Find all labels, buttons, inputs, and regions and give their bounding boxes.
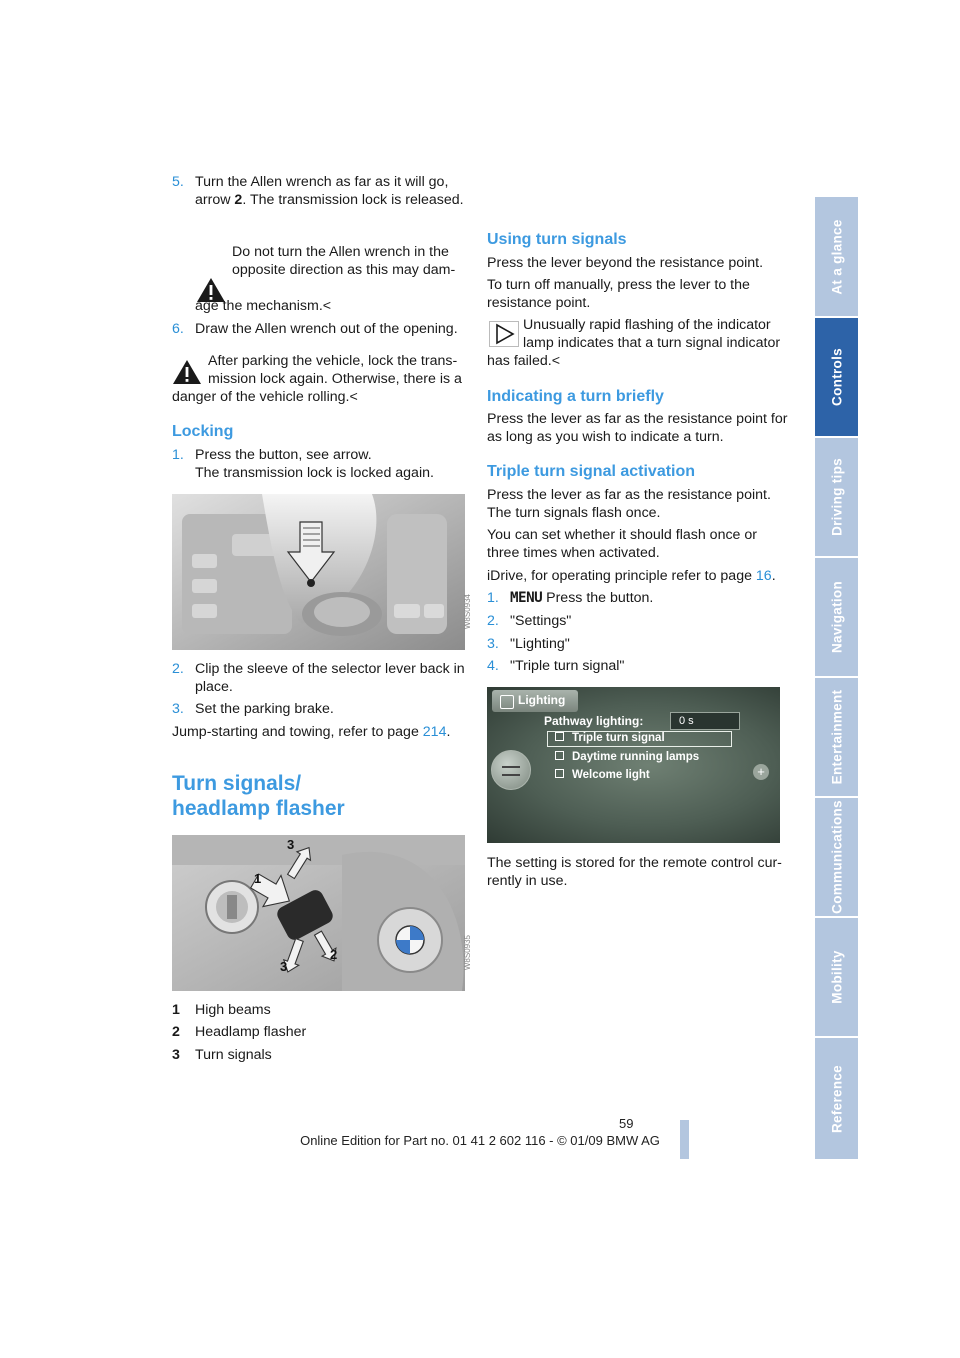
legend-item: 1 bbox=[172, 1002, 180, 1018]
section-heading: Turn signals/ headlamp flasher bbox=[172, 772, 345, 820]
idrive-step-3: 3. bbox=[487, 636, 499, 652]
photo-code: W8S0934 bbox=[463, 594, 472, 630]
lock-step-1-num: 1. bbox=[172, 447, 184, 463]
locking-heading: Locking bbox=[172, 423, 234, 440]
menu-button-label: MENU bbox=[510, 590, 543, 606]
idrive-step-1: 1. bbox=[487, 590, 499, 606]
checkbox-icon bbox=[555, 732, 564, 741]
using-p2: To turn off manually, press the lever to the resistance point. bbox=[487, 277, 750, 311]
edition-footer: Online Edition for Part no. 01 41 2 602 116 - © 01/09 BMW AG bbox=[300, 1133, 660, 1148]
idrive-step-2: 2. bbox=[487, 613, 499, 629]
checkbox-icon bbox=[555, 769, 564, 778]
warning-icon bbox=[172, 359, 202, 385]
turn-signal-lever-illustration bbox=[172, 835, 465, 991]
idrive-step-3-text: "Lighting" bbox=[510, 636, 570, 652]
screen-title: Lighting bbox=[518, 693, 566, 707]
page-link-16[interactable]: 16 bbox=[755, 568, 772, 584]
svg-text:3: 3 bbox=[280, 959, 288, 974]
nav-tab-at-a-glance[interactable]: At a glance bbox=[815, 197, 858, 316]
selector-lever-illustration bbox=[172, 494, 465, 650]
svg-text:2: 2 bbox=[330, 947, 338, 962]
idrive-step-2-text: "Settings" bbox=[510, 613, 572, 629]
nav-tab-mobility[interactable]: Mobility bbox=[815, 918, 858, 1036]
legend-item: 2 bbox=[172, 1024, 180, 1040]
indicating-briefly-heading: Indicating a turn briefly bbox=[487, 388, 664, 405]
step-5: 5. bbox=[172, 174, 184, 190]
note-text-last: has failed.< bbox=[487, 353, 560, 369]
step-6: 6. bbox=[172, 321, 184, 337]
note-triangle-icon bbox=[489, 321, 519, 347]
legend-label: Turn signals bbox=[195, 1047, 272, 1063]
using-p1: Press the lever beyond the resistance point. bbox=[487, 255, 764, 271]
screen-option[interactable]: Daytime running lamps bbox=[555, 751, 699, 763]
page-number: 59 bbox=[619, 1116, 634, 1131]
warning-1-text-indented: Do not turn the Allen wrench in the opposite direction as this may dam- bbox=[232, 244, 456, 278]
screen-plus-icon: + bbox=[753, 764, 769, 780]
selector-lever-photo bbox=[172, 494, 472, 650]
screen-menu-icon bbox=[500, 695, 514, 709]
photo-code: W8S0935 bbox=[463, 935, 472, 971]
triple-turn-heading: Triple turn signal activation bbox=[487, 463, 696, 480]
idrive-step-1-text: MENU Press the button. bbox=[510, 590, 654, 606]
briefly-text: Press the lever as far as the resistance point for as long as you wish to indicate a turn. bbox=[487, 411, 788, 445]
nav-tab-communications[interactable]: Communications bbox=[815, 798, 858, 916]
pathway-label: Pathway lighting: bbox=[544, 714, 644, 728]
lock-step-3-num: 3. bbox=[172, 701, 184, 717]
lock-step-3-text: Set the parking brake. bbox=[195, 701, 334, 717]
screen-title-tab bbox=[492, 690, 578, 712]
idrive-screen bbox=[487, 687, 780, 843]
pathway-value[interactable]: 0 s bbox=[670, 712, 740, 730]
screen-option[interactable]: Triple turn signal bbox=[555, 732, 665, 744]
nav-tab-reference[interactable]: Reference bbox=[815, 1038, 858, 1159]
nav-tab-navigation[interactable]: Navigation bbox=[815, 558, 858, 676]
turn-signal-lever-photo bbox=[172, 835, 472, 991]
triple-p2: You can set whether it should flash once or three times when activated. bbox=[487, 527, 757, 561]
warning-2-text-indented: After parking the vehicle, lock the trans- mission lock again. Otherwise, there is a bbox=[208, 353, 462, 387]
screen-back-knob bbox=[491, 750, 531, 790]
jump-start-reference: Jump-starting and towing, refer to page 214. bbox=[172, 724, 451, 740]
idrive-reference: iDrive, for operating principle refer to page 16. bbox=[487, 568, 776, 584]
screen-option[interactable]: Welcome light bbox=[555, 769, 650, 781]
warning-2-text-last: danger of the vehicle rolling.< bbox=[172, 389, 358, 405]
nav-tab-entertainment[interactable]: Entertainment bbox=[815, 678, 858, 796]
legend-label: Headlamp flasher bbox=[195, 1024, 307, 1040]
idrive-step-4: 4. bbox=[487, 658, 499, 674]
step-6-text: Draw the Allen wrench out of the opening. bbox=[195, 321, 458, 337]
idrive-step-4-text: "Triple turn signal" bbox=[510, 658, 625, 674]
stored-note: The setting is stored for the remote control cur- rently in use. bbox=[487, 855, 782, 889]
nav-tab-controls[interactable]: Controls bbox=[815, 318, 858, 436]
lock-step-1-text: Press the button, see arrow. The transmission lock is locked again. bbox=[195, 447, 434, 481]
svg-text:1: 1 bbox=[254, 871, 262, 886]
legend-label: High beams bbox=[195, 1002, 271, 1018]
svg-text:3: 3 bbox=[287, 837, 295, 852]
triple-p1: Press the lever as far as the resistance point. The turn signals flash once. bbox=[487, 487, 771, 521]
note-text-indented: Unusually rapid flashing of the indicator lamp indicates that a turn signal indicator bbox=[523, 317, 781, 351]
lock-step-2-num: 2. bbox=[172, 661, 184, 677]
lock-step-2-text: Clip the sleeve of the selector lever back in place. bbox=[195, 661, 465, 695]
checkbox-icon bbox=[555, 751, 564, 760]
legend-item: 3 bbox=[172, 1047, 180, 1063]
using-turn-signals-heading: Using turn signals bbox=[487, 231, 627, 248]
page-link-214[interactable]: 214 bbox=[422, 724, 447, 740]
nav-tab-driving-tips[interactable]: Driving tips bbox=[815, 438, 858, 556]
warning-1-text-last: age the mechanism.< bbox=[195, 298, 332, 314]
step-5-text: Turn the Allen wrench as far as it will go, arrow 2. The transmission lock is released. bbox=[195, 174, 464, 208]
